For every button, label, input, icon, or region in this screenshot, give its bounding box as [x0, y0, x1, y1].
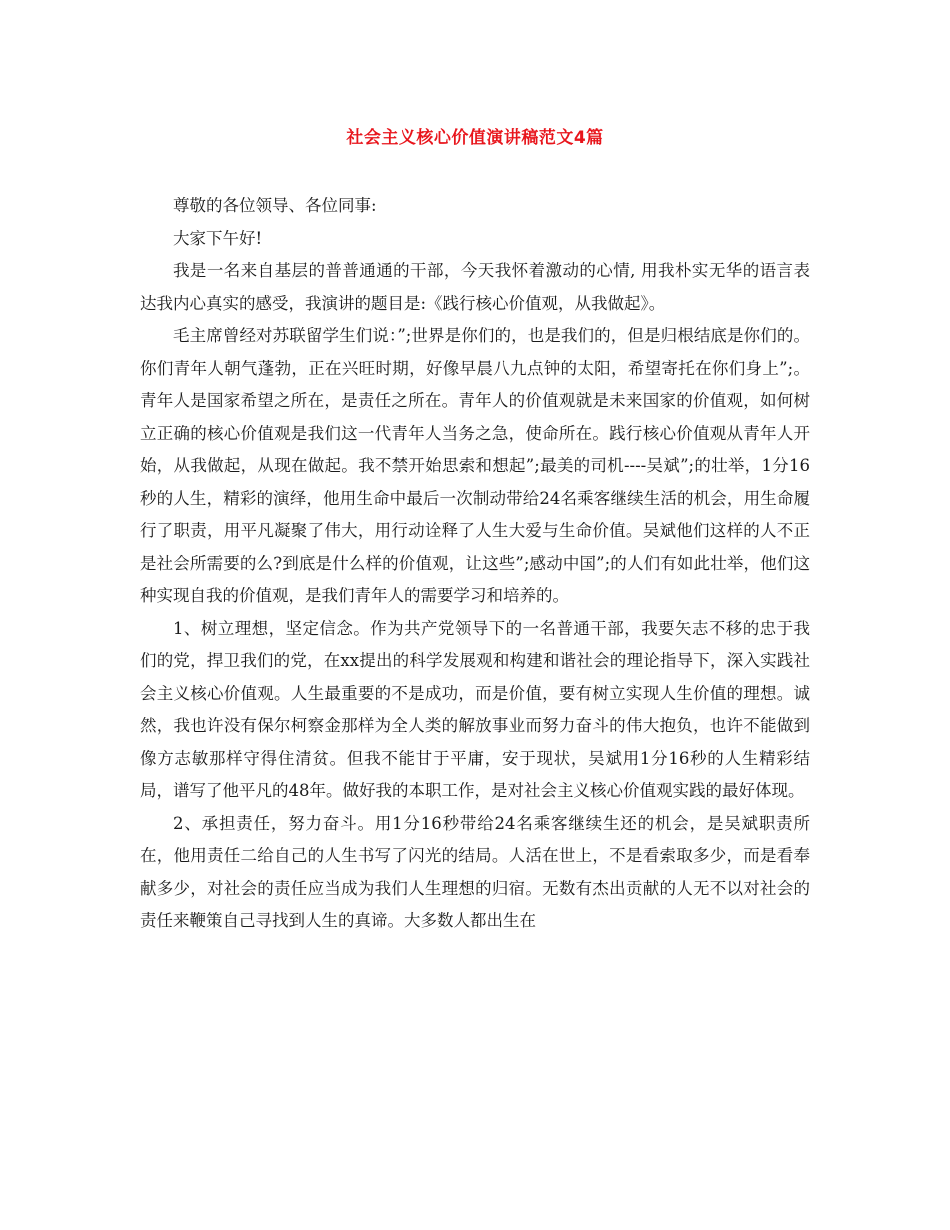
document-title: 社会主义核心价值演讲稿范文4篇 [346, 128, 604, 148]
point-two-paragraph: 2、承担责任，努力奋斗。用1分16秒带给24名乘客继续生还的机会，是吴斌职责所在，他用责任二给自己的人生书写了闪光的结局。人活在世上，不是看索取多少，而是看奉献多少，对社会的责任应当成为我们人生理想的归宿。无数有杰出贡献的人无不以对社会的责任来鞭策自己寻找到人生的真谛。大多数人都出生在 [140, 813, 810, 930]
greeting-paragraph: 大家下午好! [173, 228, 263, 248]
point-one-paragraph: 1、树立理想，坚定信念。作为共产党领导下的一名普通干部，我要矢志不移的忠于我们的党，捍卫我们的党，在xx提出的科学发展观和构建和谐社会的理论指导下，深入实践社会主义核心价值观。人生最重要的不是成功，而是价值，要有树立实现人生价值的理想。诚然，我也许没有保尔柯察金那样为全人类的解放事业而努力奋斗的伟大抱负，也许不能做到像方志敏那样守得住清贫。但我不能甘于平庸，安于现状，吴斌用1分16秒的人生精彩结局，谱写了他平凡的48年。做好我的本职工作，是对社会主义核心价值观实践的最好体现。 [140, 618, 810, 800]
document-body [140, 190, 810, 938]
salutation-paragraph: 尊敬的各位领导、各位同事: [173, 196, 377, 215]
intro-paragraph: 我是一名来自基层的普普通通的干部，今天我怀着激动的心情, 用我朴实无华的语言表达我内心真实的感受，我演讲的题目是:《践行核心价值观，从我做起》。 [140, 261, 810, 313]
body-paragraph: 毛主席曾经对苏联留学生们说：”;世界是你们的，也是我们的，但是归根结底是你们的。你们青年人朝气蓬勃，正在兴旺时期，好像早晨八九点钟的太阳，希望寄托在你们身上”;。青年人是国家希望之所在，是责任之所在。青年人的价值观就是未来国家的价值观，如何树立正确的核心价值观是我们这一代青年人当务之急，使命所在。践行核心价值观从青年人开始，从我做起，从现在做起。我不禁开始思索和想起”;最美的司机----吴斌”;的壮举，1分16秒的人生，精彩的演绎，他用生命中最后一次制动带给24名乘客继续生活的机会，用生命履行了职责，用平凡凝聚了伟大，用行动诠释了人生大爱与生命价值。吴斌他们这样的人不正是社会所需要的么?到底是什么样的价值观，让这些”;感动中国”;的人们有如此壮举，他们这种实现自我的价值观，是我们青年人的需要学习和培养的。 [140, 326, 810, 605]
